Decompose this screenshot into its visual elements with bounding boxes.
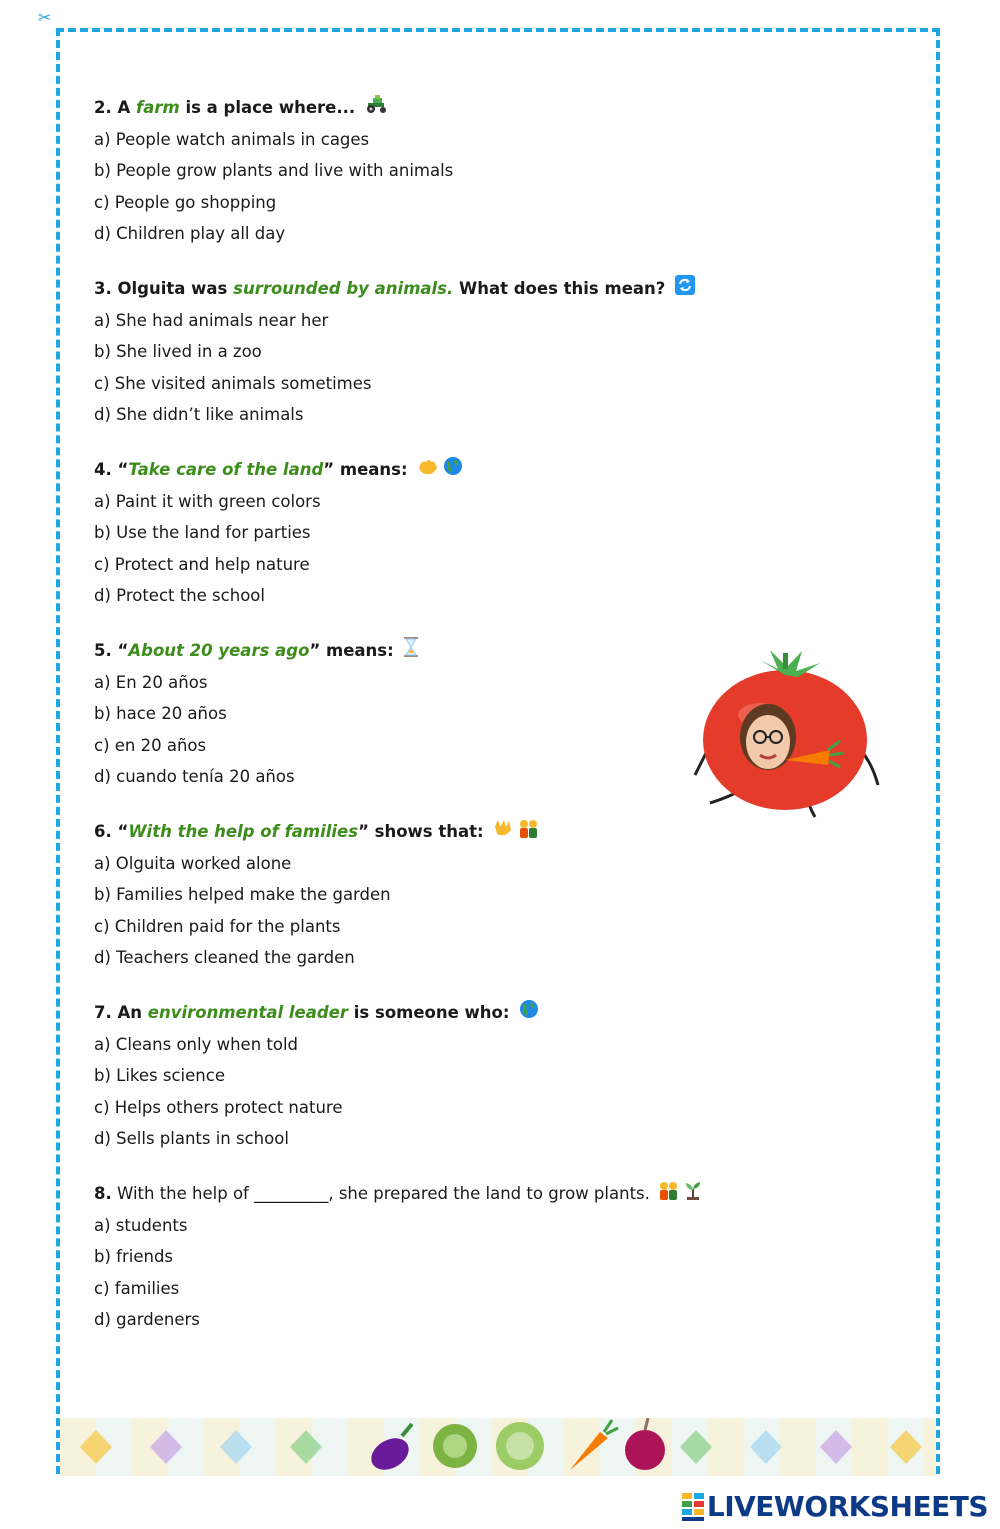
vegetable-decoration-band bbox=[60, 1418, 936, 1476]
question-6 bbox=[94, 816, 714, 974]
answer-option-a[interactable]: a) Paint it with green colors bbox=[94, 491, 321, 511]
answer-option-a[interactable]: a) She had animals near her bbox=[94, 310, 329, 330]
answer-option-c[interactable]: c) People go shopping bbox=[94, 192, 277, 212]
question-number: 6. bbox=[94, 822, 112, 841]
answer-option-b[interactable]: b) Use the land for parties bbox=[94, 523, 311, 542]
raised-hands-family-icon bbox=[493, 817, 539, 849]
question-text-pre: “ bbox=[117, 460, 129, 479]
answer-option-d[interactable]: d) Protect the school bbox=[94, 586, 265, 605]
globe-icon bbox=[519, 998, 539, 1030]
question-text-pre: With the help of _________, she prepared the land to grow plants. bbox=[117, 1184, 650, 1203]
question-text-post: What does this mean? bbox=[459, 279, 666, 298]
question-5 bbox=[94, 635, 714, 793]
question-title bbox=[94, 454, 714, 486]
answer-option-b[interactable]: b) friends bbox=[94, 1247, 174, 1266]
scissors-icon: ✂ bbox=[38, 8, 52, 27]
answer-option-d[interactable]: d) Children play all day bbox=[94, 224, 286, 243]
answer-option-a[interactable]: a) People watch animals in cages bbox=[94, 129, 370, 149]
logo-mark-icon bbox=[682, 1493, 704, 1521]
question-text-pre: “ bbox=[117, 641, 129, 660]
answer-option-c[interactable]: c) Protect and help nature bbox=[94, 554, 310, 574]
tomato-avatar-illustration bbox=[690, 645, 890, 825]
answer-option-b[interactable]: b) Likes science bbox=[94, 1066, 225, 1085]
answer-option-c[interactable]: c) She visited animals sometimes bbox=[94, 373, 372, 393]
question-title bbox=[94, 635, 714, 667]
tractor-icon bbox=[365, 93, 389, 125]
answer-option-d[interactable]: d) gardeners bbox=[94, 1310, 200, 1329]
question-text-pre: Olguita was bbox=[117, 279, 228, 298]
question-4 bbox=[94, 454, 714, 612]
answer-option-c[interactable]: c) en 20 años bbox=[94, 735, 207, 755]
question-8 bbox=[94, 1178, 714, 1336]
question-text-post: is a place where... bbox=[185, 98, 356, 117]
question-text-post: ” means: bbox=[309, 641, 394, 660]
liveworksheets-logo bbox=[682, 1490, 988, 1523]
question-title bbox=[94, 997, 714, 1029]
question-number: 7. bbox=[94, 1003, 112, 1022]
logo-text: LIVEWORKSHEETS bbox=[706, 1490, 988, 1523]
question-text-pre: A bbox=[117, 98, 131, 117]
question-highlight: About 20 years ago bbox=[128, 641, 310, 660]
question-title bbox=[94, 92, 714, 124]
answer-option-b[interactable]: b) hace 20 años bbox=[94, 704, 227, 723]
question-highlight: farm bbox=[136, 98, 180, 117]
question-title bbox=[94, 1178, 714, 1210]
answer-option-c[interactable]: c) Children paid for the plants bbox=[94, 916, 341, 936]
question-highlight: With the help of families bbox=[128, 822, 359, 841]
answer-option-a[interactable]: a) En 20 años bbox=[94, 672, 208, 692]
question-text-post: ” shows that: bbox=[358, 822, 484, 841]
question-text-pre: “ bbox=[117, 822, 129, 841]
answer-option-b[interactable]: b) She lived in a zoo bbox=[94, 342, 262, 361]
question-title bbox=[94, 816, 714, 848]
question-3 bbox=[94, 273, 714, 431]
hourglass-icon bbox=[403, 636, 419, 668]
question-number: 8. bbox=[94, 1184, 112, 1203]
question-text-pre: An bbox=[117, 1003, 143, 1022]
answer-option-d[interactable]: d) Teachers cleaned the garden bbox=[94, 948, 355, 967]
answer-option-b[interactable]: b) Families helped make the garden bbox=[94, 885, 391, 904]
answer-option-b[interactable]: b) People grow plants and live with animals bbox=[94, 161, 454, 180]
hands-globe-icon bbox=[417, 455, 463, 487]
question-2 bbox=[94, 92, 714, 250]
question-highlight: surrounded by animals. bbox=[233, 279, 454, 298]
answer-option-d[interactable]: d) Sells plants in school bbox=[94, 1129, 289, 1148]
answer-option-d[interactable]: d) She didn’t like animals bbox=[94, 405, 304, 424]
question-text-post: ” means: bbox=[323, 460, 408, 479]
question-number: 2. bbox=[94, 98, 112, 117]
question-title bbox=[94, 273, 714, 305]
answer-option-c[interactable]: c) Helps others protect nature bbox=[94, 1097, 343, 1117]
answer-option-d[interactable]: d) cuando tenía 20 años bbox=[94, 767, 295, 786]
repeat-icon bbox=[675, 274, 695, 306]
question-highlight: Take care of the land bbox=[128, 460, 324, 479]
answer-option-a[interactable]: a) Olguita worked alone bbox=[94, 853, 292, 873]
question-number: 5. bbox=[94, 641, 112, 660]
question-number: 3. bbox=[94, 279, 112, 298]
answer-option-a[interactable]: a) students bbox=[94, 1215, 188, 1235]
answer-option-a[interactable]: a) Cleans only when told bbox=[94, 1034, 299, 1054]
question-list bbox=[94, 92, 714, 1359]
answer-option-c[interactable]: c) families bbox=[94, 1278, 180, 1298]
question-highlight: environmental leader bbox=[147, 1003, 349, 1022]
question-7 bbox=[94, 997, 714, 1155]
question-text-post: is someone who: bbox=[353, 1003, 510, 1022]
question-number: 4. bbox=[94, 460, 112, 479]
family-seedling-icon bbox=[659, 1179, 703, 1211]
